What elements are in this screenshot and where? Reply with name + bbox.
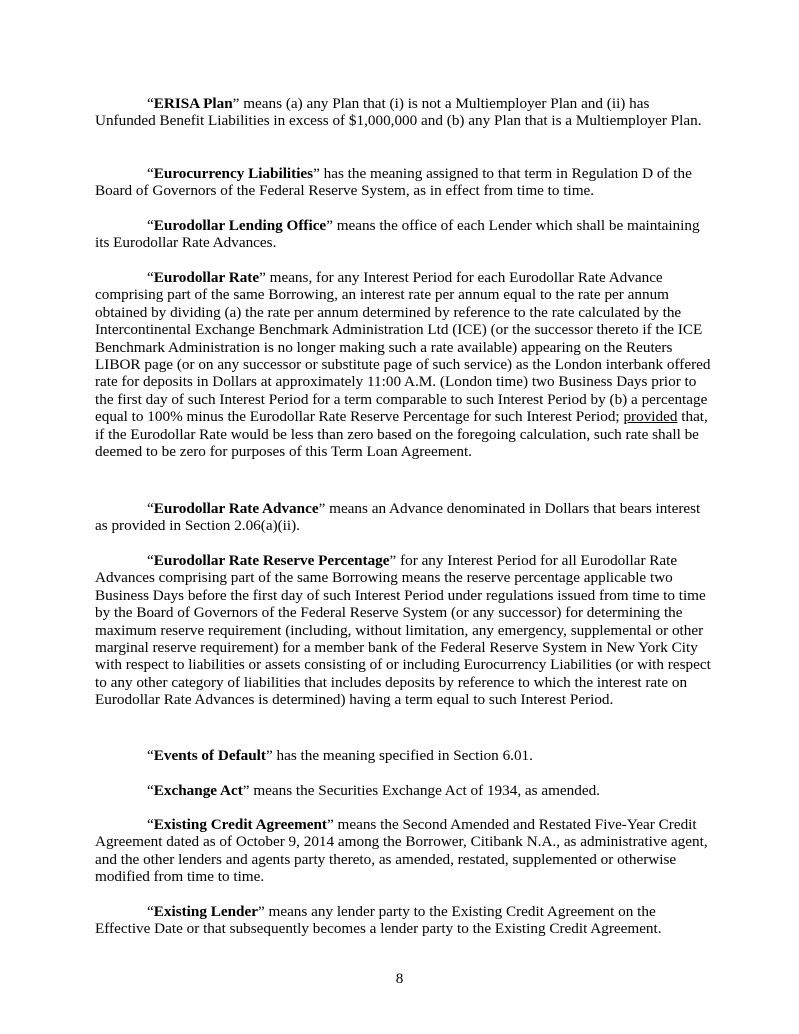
defined-term: Eurodollar Lending Office	[153, 217, 327, 234]
definition-text: means the Second Amended and Restated Five-Year Credit Agreement dated as of October 9, 2014 among the Borrower, Citibank N.A., as administrative agent, and the other lenders and agents party thereto, as amended, restated, supplemented or otherwise modified from time to time.	[95, 816, 708, 886]
definition-text: means (a) any Plan that (i) is not a Multiemployer Plan and (ii) has Unfunded Benefit Liabilities in excess of $1,000,000 and (b) any Plan that is a Multiemployer Plan.	[95, 95, 702, 130]
defined-term: Eurocurrency Liabilities	[153, 165, 314, 182]
definition-text: means, for any Interest Period for each Eurodollar Rate Advance comprising part of the same Borrowing, an interest rate per annum equal to the rate per annum obtained by dividing (a) the rate per annum determined by reference to the rate calculated by the Intercontinental Exchange Benchmark Administration Ltd (ICE) (or the successor thereto if the ICE Benchmark Administration is no longer making such a rate available) appearing on the Reuters LIBOR page (or on any successor or substitute page of such service) as the London interbank offered rate for deposits in Dollars at approximately 11:00 A.M. (London time) two Business Days prior to the first day of such Interest Period for a term comparable to such Interest Period by (b) a percentage equal to 100% minus the Eurodollar Rate Reserve Percentage for such Interest Period;	[95, 269, 711, 426]
defined-term: Eurodollar Rate	[153, 269, 260, 286]
definition-text-continued: that, if the Eurodollar Rate would be less than zero based on the foregoing calculation, such rate shall be deemed to be zero for purposes of this Term Loan Agreement.	[95, 408, 708, 461]
defined-term: Eurodollar Rate Advance	[153, 500, 319, 517]
definition-text: for any Interest Period for all Eurodollar Rate Advances comprising part of the same Borrowing means the reserve percentage applicable two Business Days before the first day of such Interest Period under regulations issued from time to time by the Board of Governors of the Federal Reserve System (or any successor) for determining the maximum reserve requirement (including, without limitation, any emergency, supplemental or other marginal reserve requirement) for a member bank of the Federal Reserve System in New York City with respect to liabilities or assets consisting of or including Eurocurrency Liabilities (or with respect to any other category of liabilities that includes deposits by reference to which the interest rate on Eurodollar Rate Advances is determined) having a term equal to such Interest Period.	[95, 552, 711, 709]
definition-exchange-act: “Exchange Act” means the Securities Exchange Act of 1934, as amended.	[147, 782, 600, 799]
defined-term: ERISA Plan	[153, 95, 233, 112]
definition-existing-lender: “Existing Lender” means any lender party to the Existing Credit Agreement on the Effective Date or that subsequently becomes a lender party to the Existing Credit Agreement.	[95, 903, 662, 938]
definition-text: means the Securities Exchange Act of 1934, as amended.	[249, 782, 600, 799]
defined-term: Events of Default	[153, 747, 266, 764]
defined-term: Exchange Act	[153, 782, 243, 799]
defined-term: Existing Lender	[153, 903, 258, 920]
definition-eurodollar-rate: “Eurodollar Rate” means, for any Interest Period for each Eurodollar Rate Advance comprising part of the same Borrowing, an interest rate per annum equal to the rate per annum obtained by dividing (a) the rate per annum determined by reference to the rate calculated by the Intercontinental Exchange Benchmark Administration Ltd (ICE) (or the successor thereto if the ICE Benchmark Administration is no longer making such a rate available) appearing on the Reuters LIBOR page (or on any successor or substitute page of such service) as the London interbank offered rate for deposits in Dollars at approximately 11:00 A.M. (London time) two Business Days prior to the first day of such Interest Period for a term comparable to such Interest Period by (b) a percentage equal to 100% minus the Eurodollar Rate Reserve Percentage for such Interest Period; provided that, if the Eurodollar Rate would be less than zero based on the foregoing calculation, such rate shall be deemed to be zero for purposes of this Term Loan Agreement.	[95, 269, 711, 461]
page-number: 8	[395, 970, 404, 987]
provided-underlined: provided	[623, 408, 678, 426]
defined-term: Existing Credit Agreement	[153, 816, 327, 833]
definition-text: has the meaning specified in Section 6.01.	[272, 747, 533, 764]
defined-term: Eurodollar Rate Reserve Percentage	[153, 552, 390, 569]
definition-eurodollar-rate-advance: “Eurodollar Rate Advance” means an Advance denominated in Dollars that bears interest as provided in Section 2.06(a)(ii).	[95, 500, 701, 535]
definition-eurodollar-rate-reserve-percentage: “Eurodollar Rate Reserve Percentage” for any Interest Period for all Eurodollar Rate Advances comprising part of the same Borrowing means the reserve percentage applicable two Business Days before the first day of such Interest Period under regulations issued from time to time by the Board of Governors of the Federal Reserve System (or any successor) for determining the maximum reserve requirement (including, without limitation, any emergency, supplemental or other marginal reserve requirement) for a member bank of the Federal Reserve System in New York City with respect to liabilities or assets consisting of or including Eurocurrency Liabilities (or with respect to any other category of liabilities that includes deposits by reference to which the interest rate on Eurodollar Rate Advances is determined) having a term equal to such Interest Period.	[95, 552, 711, 709]
definition-text: means an Advance denominated in Dollars that bears interest as provided in Section 2.06(a)(ii).	[95, 500, 701, 535]
definition-erisa-plan: “ERISA Plan” means (a) any Plan that (i) is not a Multiemployer Plan and (ii) has Unfunded Benefit Liabilities in excess of $1,000,000 and (b) any Plan that is a Multiemployer Plan.	[95, 95, 702, 130]
definition-text: means any lender party to the Existing Credit Agreement on the Effective Date or that subsequently becomes a lender party to the Existing Credit Agreement.	[95, 903, 662, 938]
definition-eurodollar-lending-office: “Eurodollar Lending Office” means the office of each Lender which shall be maintaining its Eurodollar Rate Advances.	[95, 217, 700, 252]
definition-text: has the meaning assigned to that term in Regulation D of the Board of Governors of the Federal Reserve System, as in effect from time to time.	[95, 165, 692, 200]
definition-eurocurrency-liabilities: “Eurocurrency Liabilities” has the meaning assigned to that term in Regulation D of the Board of Governors of the Federal Reserve System, as in effect from time to time.	[95, 165, 692, 200]
definition-existing-credit-agreement: “Existing Credit Agreement” means the Second Amended and Restated Five-Year Credit Agreement dated as of October 9, 2014 among the Borrower, Citibank N.A., as administrative agent, and the other lenders and agents party thereto, as amended, restated, supplemented or otherwise modified from time to time.	[95, 816, 708, 886]
definition-text: means the office of each Lender which shall be maintaining its Eurodollar Rate Advances.	[95, 217, 700, 252]
definition-events-of-default: “Events of Default” has the meaning specified in Section 6.01.	[147, 747, 533, 764]
